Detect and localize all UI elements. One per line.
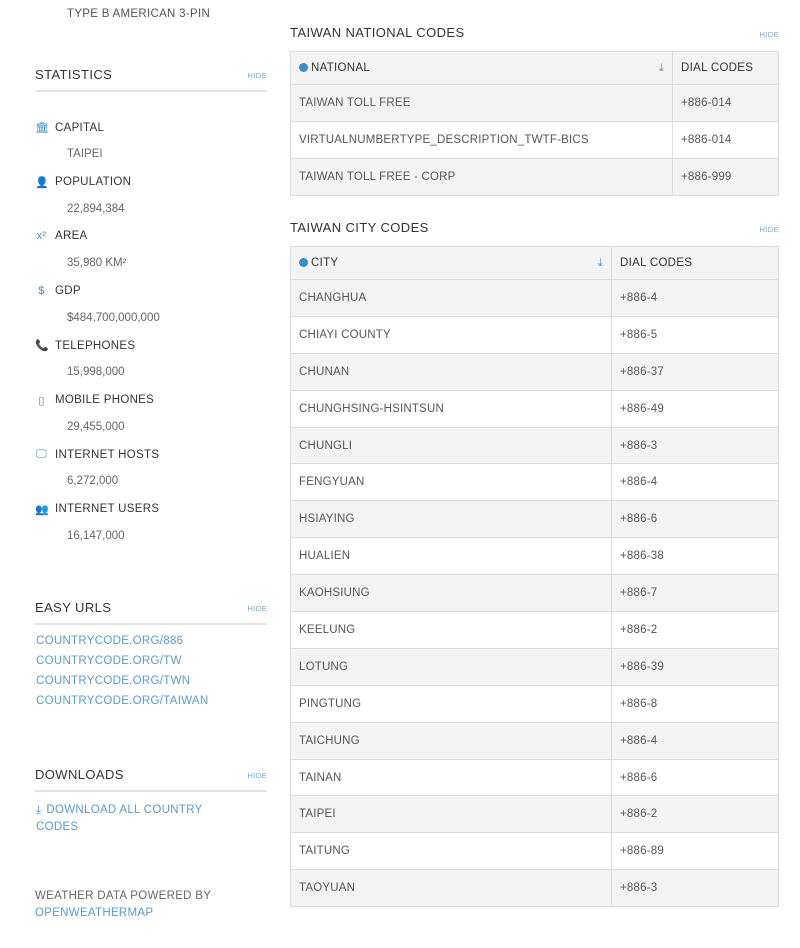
table-row [291,759,779,796]
downloads-header [35,766,267,792]
plug-type-value: TYPE B AMERICAN 3-PIN [67,8,211,20]
table-row [291,870,779,907]
stat-label [35,121,104,134]
stat-value: TAIPEI [67,148,103,160]
dial-code-cell: +886-5 [612,316,779,353]
openweathermap-link[interactable]: OPENWEATHERMAP [35,907,154,919]
table-row [291,648,779,685]
stat-label [35,230,88,242]
table-row [291,280,779,317]
dial-code-cell: +886-2 [612,796,779,833]
name-cell: PINGTUNG [291,685,612,722]
downloads-title: DOWNLOADS [35,767,124,782]
stat-value: 22,894,384 [67,202,125,215]
table-row [291,85,779,122]
dollar-icon: $ [38,284,45,297]
mobile-icon: ▯ [38,394,45,407]
stat-label [35,503,159,516]
table-row [291,796,779,833]
table-row [291,121,779,158]
name-cell: KAOHSIUNG [291,575,612,612]
stat-label [35,176,131,189]
stat-value: 16,147,000 [67,529,125,542]
dial-codes-column-header[interactable]: DIAL CODES [612,247,779,280]
city-codes-hide-button[interactable]: HIDE [759,225,779,234]
stat-value: $484,700,000,000 [67,311,160,324]
name-cell: TAOYUAN [291,870,612,907]
city-column-header[interactable] [291,247,612,280]
statistics-title: STATISTICS [35,67,113,82]
stat-label-text: AREA [55,230,88,242]
table-row [291,464,779,501]
dial-code-cell: +886-4 [612,464,779,501]
easy-url-link[interactable]: COUNTRYCODE.ORG/TW [36,655,182,667]
national-codes-header-row [291,52,779,85]
easy-urls-hide-button[interactable]: HIDE [247,604,267,613]
name-cell: TAIWAN TOLL FREE [291,85,673,122]
table-row [291,833,779,870]
name-cell: KEELUNG [291,612,612,649]
dial-code-cell: +886-3 [612,427,779,464]
name-cell: LOTUNG [291,648,612,685]
easy-url-link[interactable]: COUNTRYCODE.ORG/886 [36,635,184,647]
dial-codes-column-header[interactable]: DIAL CODES [673,52,779,85]
stat-value: 15,998,000 [67,366,125,378]
national-codes-hide-button[interactable]: HIDE [759,30,779,39]
dial-code-cell: +886-8 [612,685,779,722]
desktop-icon: 🖵 [36,448,47,460]
download-icon[interactable]: ⤓ [597,256,603,269]
dial-code-cell: +886-7 [612,575,779,612]
name-cell: HUALIEN [291,538,612,575]
stat-label-text: INTERNET USERS [55,503,160,515]
dial-code-cell: +886-89 [612,833,779,870]
dial-code-cell: +886-38 [612,538,779,575]
table-row [291,575,779,612]
city-codes-header-row [291,247,779,280]
dial-code-cell: +886-6 [612,759,779,796]
dial-code-cell: +886-4 [612,722,779,759]
stat-label [35,448,159,461]
easy-urls-title: EASY URLS [35,600,112,615]
dial-code-cell: +886-39 [612,648,779,685]
name-cell: CHANGHUA [291,280,612,317]
dial-code-cell: +886-2 [612,612,779,649]
download-icon[interactable]: ⤓ [658,61,664,74]
stat-value: 29,455,000 [67,420,125,433]
statistics-hide-button[interactable]: HIDE [247,71,267,80]
stat-label-text: POPULATION [55,176,132,188]
dial-code-cell: +886-49 [612,390,779,427]
easy-url-link[interactable]: COUNTRYCODE.ORG/TWN [36,675,191,687]
dial-code-cell: +886-014 [673,121,779,158]
city-codes-table [290,246,779,907]
name-cell: TAIWAN TOLL FREE - CORP [291,158,673,195]
phone-icon: 📞 [35,340,49,352]
national-codes-table [290,51,779,196]
stat-value: 6,272,000 [67,475,119,487]
person-icon: 👤 [35,176,49,189]
table-row [291,316,779,353]
name-cell: TAICHUNG [291,722,612,759]
dial-code-cell: +886-3 [612,870,779,907]
stat-label-text: INTERNET HOSTS [55,448,160,461]
national-codes-title: TAIWAN NATIONAL CODES [290,25,465,40]
globe-icon [299,63,308,72]
name-cell: CHUNGLI [291,427,612,464]
name-cell: TAINAN [291,759,612,796]
stat-label [35,394,154,407]
dial-code-cell: +886-37 [612,353,779,390]
bank-icon: 🏛 [35,122,50,134]
name-cell: HSIAYING [291,501,612,538]
superscript-icon: x² [36,230,47,242]
stat-label [35,285,81,297]
stat-label-text: GDP [55,284,81,297]
name-cell: TAIPEI [291,796,612,833]
table-row [291,158,779,195]
name-cell: FENGYUAN [291,464,612,501]
dial-code-cell: +886-4 [612,280,779,317]
stat-label-text: MOBILE PHONES [55,394,155,406]
stat-value: 35,980 KM² [67,257,127,269]
table-row [291,427,779,464]
table-row [291,685,779,722]
easy-urls-header [35,599,267,625]
city-column-label: CITY [311,257,339,269]
download-icon: ⤓ [36,804,42,816]
name-cell: CHIAYI COUNTY [291,316,612,353]
dial-code-cell: +886-6 [612,501,779,538]
table-row [291,722,779,759]
weather-credit [35,888,267,922]
name-cell: CHUNAN [291,353,612,390]
dial-code-cell: +886-014 [673,85,779,122]
city-codes-title: TAIWAN CITY CODES [290,220,429,235]
download-all-codes-label: DOWNLOAD ALL COUNTRY CODES [36,804,203,833]
table-row [291,538,779,575]
download-all-codes-link[interactable] [36,802,236,836]
stat-label-text: CAPITAL [55,121,105,134]
name-cell: TAITUNG [291,833,612,870]
table-row [291,501,779,538]
stat-label-text: TELEPHONES [55,339,136,352]
stat-label [35,339,135,352]
table-row [291,612,779,649]
statistics-header [35,66,267,92]
easy-url-link[interactable]: COUNTRYCODE.ORG/TAIWAN [36,695,209,707]
weather-credit-text: WEATHER DATA POWERED BY [35,890,212,902]
users-icon: 👥 [35,503,49,516]
dial-code-cell: +886-999 [673,158,779,195]
table-row [291,353,779,390]
national-column-label: NATIONAL [311,62,371,74]
globe-icon [299,258,308,267]
downloads-hide-button[interactable]: HIDE [247,771,267,780]
name-cell: VIRTUALNUMBERTYPE_DESCRIPTION_TWTF-BICS [291,121,673,158]
national-column-header[interactable] [291,52,673,85]
table-row [291,390,779,427]
name-cell: CHUNGHSING-HSINTSUN [291,390,612,427]
